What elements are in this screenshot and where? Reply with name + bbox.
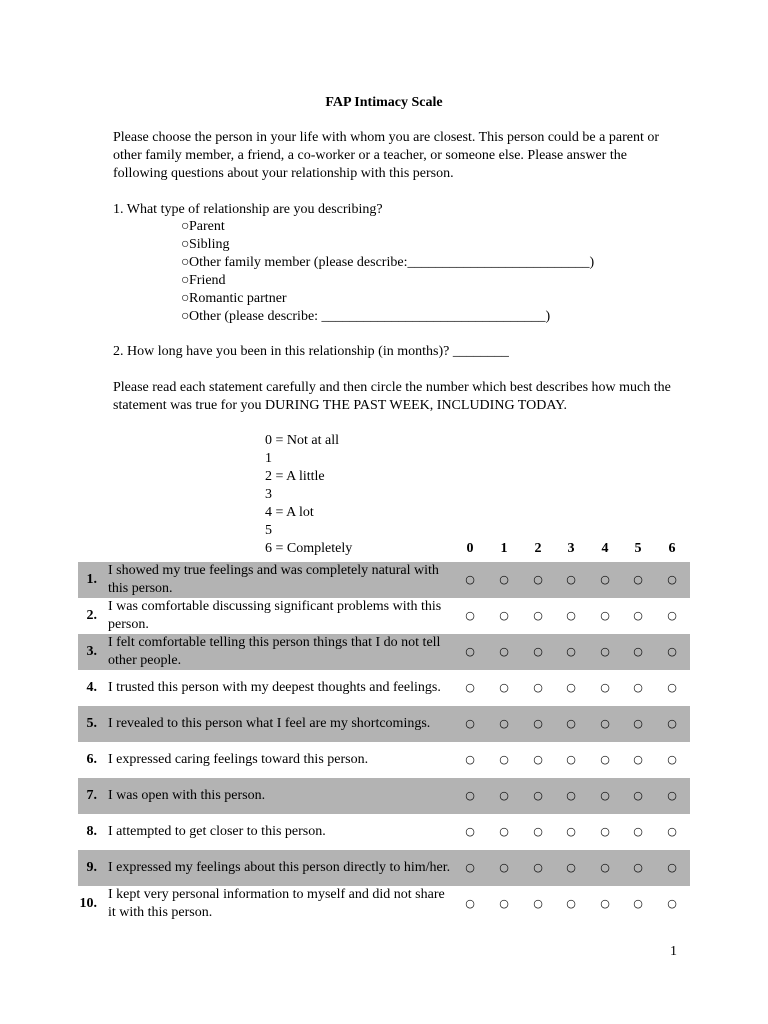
rating-radio-icon[interactable]: ○ (566, 609, 576, 622)
rating-radio-icon[interactable]: ○ (667, 789, 677, 802)
scale-label: 3 (265, 487, 272, 502)
rating-radio-icon[interactable]: ○ (633, 861, 643, 874)
item-number: 10. (79, 896, 97, 911)
item-statement: I trusted this person with my deepest thoughts and feelings. (108, 680, 441, 695)
rating-radio-icon[interactable]: ○ (566, 681, 576, 694)
rating-radio-icon[interactable]: ○ (533, 897, 543, 910)
column-headers (0, 540, 768, 558)
rating-radio-icon[interactable]: ○ (633, 573, 643, 586)
intro-paragraph: Please choose the person in your life with whom you are closest. This person could be a parent or other family member, a friend, a co-worker or a teacher, or someone else. Please answer the following questions about your relationship with this person. (113, 130, 659, 181)
rating-radio-icon[interactable]: ○ (533, 573, 543, 586)
rating-radio-icon[interactable]: ○ (499, 861, 509, 874)
rating-radio-icon[interactable]: ○ (566, 753, 576, 766)
rating-radio-icon[interactable]: ○ (533, 861, 543, 874)
rating-radio-icon[interactable]: ○ (499, 825, 509, 838)
radio-circle-icon: ○ (181, 219, 190, 234)
item-statement: I was comfortable discussing significant problems with this person. (108, 599, 442, 632)
rating-radio-icon[interactable]: ○ (533, 681, 543, 694)
item-number: 2. (86, 608, 97, 623)
rating-radio-icon[interactable]: ○ (533, 609, 543, 622)
rating-radio-icon[interactable]: ○ (465, 717, 475, 730)
rating-radio-icon[interactable]: ○ (667, 753, 677, 766)
rating-radio-icon[interactable]: ○ (600, 609, 610, 622)
item-number: 4. (86, 680, 97, 695)
option-other-family[interactable]: ○Other family member (please describe:__________________________) (181, 255, 595, 270)
rating-radio-icon[interactable]: ○ (533, 789, 543, 802)
item-statement: I expressed my feelings about this person directly to him/her. (108, 860, 451, 875)
instructions: Please read each statement carefully and then circle the number which best describes how much the statement was true for you DURING THE PAST WEEK, INCLUDING TODAY. (113, 380, 671, 413)
item-number: 8. (86, 824, 97, 839)
scale-label: 5 (265, 523, 272, 538)
rating-radio-icon[interactable]: ○ (499, 645, 509, 658)
scale-label: 4 = A lot (265, 505, 314, 520)
scale-label: 6 = Completely (265, 541, 353, 556)
rating-radio-icon[interactable]: ○ (465, 897, 475, 910)
item-number: 9. (86, 860, 97, 875)
item-number: 1. (86, 572, 97, 587)
table-row (78, 742, 690, 778)
rating-radio-icon[interactable]: ○ (566, 861, 576, 874)
rating-radio-icon[interactable]: ○ (633, 681, 643, 694)
item-statement: I kept very personal information to myself and did not share it with this person. (108, 887, 445, 920)
rating-radio-icon[interactable]: ○ (566, 897, 576, 910)
rating-radio-icon[interactable]: ○ (499, 897, 509, 910)
radio-circle-icon: ○ (181, 237, 190, 252)
item-statement: I expressed caring feelings toward this person. (108, 752, 369, 767)
table-row (78, 598, 690, 634)
rating-radio-icon[interactable]: ○ (465, 681, 475, 694)
rating-radio-icon[interactable]: ○ (566, 789, 576, 802)
rating-radio-icon[interactable]: ○ (667, 861, 677, 874)
rating-radio-icon[interactable]: ○ (465, 609, 475, 622)
radio-circle-icon: ○ (181, 291, 190, 306)
option-romantic-partner[interactable]: ○Romantic partner (181, 291, 287, 306)
rating-radio-icon[interactable]: ○ (533, 717, 543, 730)
rating-radio-icon[interactable]: ○ (600, 573, 610, 586)
page-number: 1 (670, 944, 677, 959)
rating-radio-icon[interactable]: ○ (533, 753, 543, 766)
rating-radio-icon[interactable]: ○ (600, 645, 610, 658)
rating-radio-icon[interactable]: ○ (667, 645, 677, 658)
column-header: 4 (601, 541, 609, 556)
item-statement: I attempted to get closer to this person. (108, 824, 326, 839)
rating-radio-icon[interactable]: ○ (600, 861, 610, 874)
rating-radio-icon[interactable]: ○ (533, 645, 543, 658)
scale-label: 1 (265, 451, 272, 466)
radio-circle-icon: ○ (181, 255, 190, 270)
rating-radio-icon[interactable]: ○ (633, 897, 643, 910)
scale-label: 2 = A little (265, 469, 325, 484)
rating-radio-icon[interactable]: ○ (633, 825, 643, 838)
rating-radio-icon[interactable]: ○ (465, 573, 475, 586)
rating-radio-icon[interactable]: ○ (566, 645, 576, 658)
rating-radio-icon[interactable]: ○ (465, 753, 475, 766)
rating-radio-icon[interactable]: ○ (667, 825, 677, 838)
rating-radio-icon[interactable]: ○ (633, 753, 643, 766)
option-sibling[interactable]: ○Sibling (181, 237, 230, 252)
question-1: 1. What type of relationship are you describing? (113, 202, 383, 217)
rating-radio-icon[interactable]: ○ (465, 789, 475, 802)
item-statement: I felt comfortable telling this person things that I do not tell other people. (108, 635, 441, 668)
column-header: 6 (668, 541, 676, 556)
table-row (78, 778, 690, 814)
column-header: 5 (634, 541, 642, 556)
rating-radio-icon[interactable]: ○ (465, 861, 475, 874)
rating-radio-icon[interactable]: ○ (566, 573, 576, 586)
rating-radio-icon[interactable]: ○ (600, 897, 610, 910)
item-number: 3. (86, 644, 97, 659)
table-row (78, 634, 690, 670)
item-statement: I revealed to this person what I feel are my shortcomings. (108, 716, 431, 731)
option-friend[interactable]: ○Friend (181, 273, 226, 288)
item-statement: I was open with this person. (108, 788, 266, 803)
rating-radio-icon[interactable]: ○ (499, 753, 509, 766)
option-other[interactable]: ○Other (please describe: ________________________________) (181, 309, 551, 324)
rating-radio-icon[interactable]: ○ (633, 717, 643, 730)
scale-label: 0 = Not at all (265, 433, 339, 448)
rating-radio-icon[interactable]: ○ (499, 573, 509, 586)
rating-radio-icon[interactable]: ○ (667, 609, 677, 622)
rating-radio-icon[interactable]: ○ (633, 789, 643, 802)
rating-radio-icon[interactable]: ○ (667, 717, 677, 730)
table-row (78, 670, 690, 706)
table-row (78, 562, 690, 598)
rating-radio-icon[interactable]: ○ (465, 645, 475, 658)
page-title: FAP Intimacy Scale (325, 95, 443, 110)
column-header: 3 (567, 541, 575, 556)
column-header: 0 (466, 541, 474, 556)
rating-radio-icon[interactable]: ○ (465, 825, 475, 838)
rating-radio-icon[interactable]: ○ (633, 645, 643, 658)
rating-radio-icon[interactable]: ○ (600, 825, 610, 838)
column-header: 1 (500, 541, 508, 556)
item-number: 5. (86, 716, 97, 731)
radio-circle-icon: ○ (181, 273, 190, 288)
option-parent[interactable]: ○Parent (181, 219, 225, 234)
rating-radio-icon[interactable]: ○ (499, 609, 509, 622)
rating-radio-icon[interactable]: ○ (600, 717, 610, 730)
rating-radio-icon[interactable]: ○ (667, 681, 677, 694)
table-row (78, 886, 690, 922)
table-row (78, 706, 690, 742)
rating-radio-icon[interactable]: ○ (600, 753, 610, 766)
table-row (78, 814, 690, 850)
rating-radio-icon[interactable]: ○ (600, 681, 610, 694)
rating-radio-icon[interactable]: ○ (499, 789, 509, 802)
radio-circle-icon: ○ (181, 309, 190, 324)
rating-radio-icon[interactable]: ○ (499, 681, 509, 694)
rating-radio-icon[interactable]: ○ (667, 573, 677, 586)
rating-radio-icon[interactable]: ○ (600, 789, 610, 802)
table-row (78, 850, 690, 886)
column-header: 2 (534, 541, 542, 556)
rating-radio-icon[interactable]: ○ (499, 717, 509, 730)
rating-radio-icon[interactable]: ○ (667, 897, 677, 910)
rating-radio-icon[interactable]: ○ (633, 609, 643, 622)
rating-radio-icon[interactable]: ○ (533, 825, 543, 838)
rating-radio-icon[interactable]: ○ (566, 825, 576, 838)
item-number: 7. (86, 788, 97, 803)
question-2: 2. How long have you been in this relationship (in months)? ________ (113, 344, 509, 359)
item-statement: I showed my true feelings and was completely natural with this person. (108, 563, 439, 596)
rating-radio-icon[interactable]: ○ (566, 717, 576, 730)
item-number: 6. (86, 752, 97, 767)
relationship-options (181, 218, 661, 326)
statements-table (78, 562, 690, 922)
